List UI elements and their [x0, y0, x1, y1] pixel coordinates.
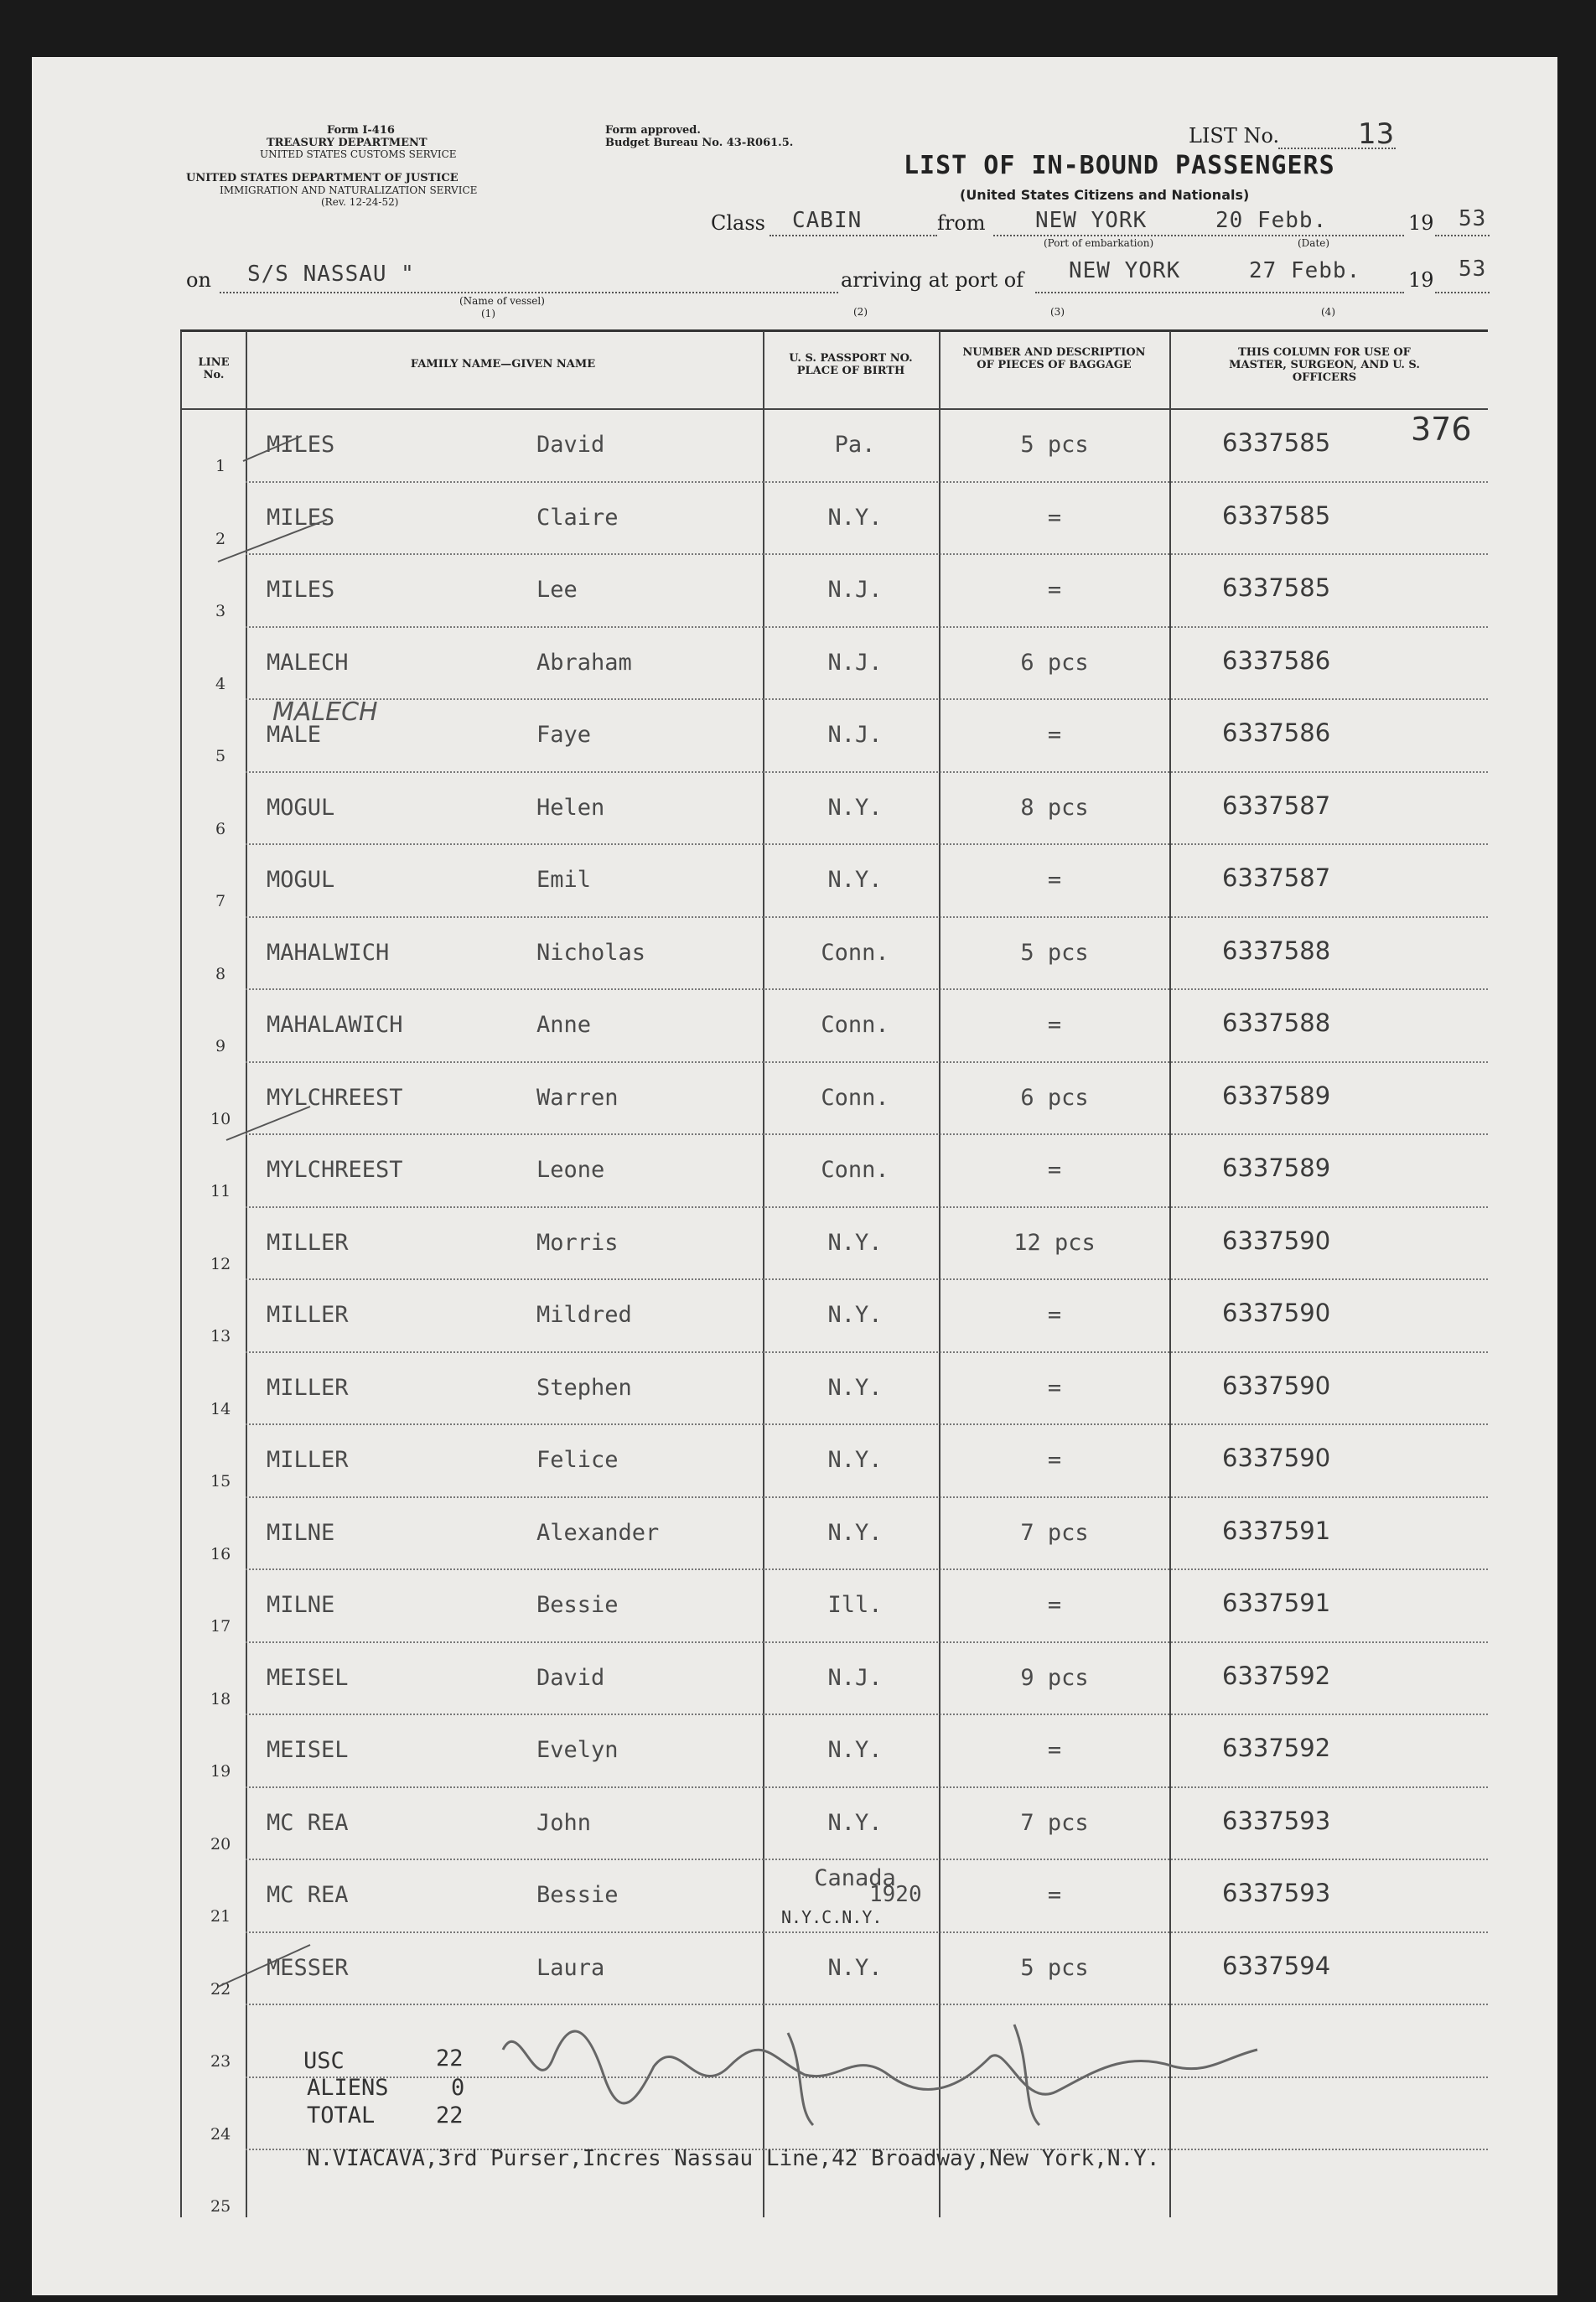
date-caption: (Date) [1298, 237, 1330, 249]
baggage: = [1047, 867, 1062, 893]
given-name: Emil [536, 867, 592, 893]
line-number: 17 [210, 1617, 231, 1636]
baggage: 6 pcs [1020, 649, 1089, 676]
given-name: Felice [536, 1447, 619, 1473]
given-name: Bessie [536, 1592, 619, 1618]
family-name: MESSER [267, 1954, 349, 1981]
embark-caption: (Port of embarkation) [1044, 237, 1154, 249]
place-of-birth: N.Y. [827, 1447, 883, 1473]
line-number: 10 [210, 1109, 231, 1128]
place-of-birth: N.Y. [827, 1809, 883, 1836]
officer-use-number: 6337589 [1222, 1081, 1331, 1110]
arrive-port: NEW YORK [1069, 258, 1181, 283]
page-title: LIST OF IN-BOUND PASSENGERS [904, 151, 1335, 180]
officer-signature [486, 1999, 1308, 2133]
line-number: 12 [210, 1254, 231, 1273]
given-name: Faye [536, 722, 592, 748]
baggage: = [1047, 1592, 1062, 1618]
place-of-birth: N.Y. [827, 1519, 883, 1546]
place-of-birth: N.Y. [827, 1954, 883, 1981]
officer-use-number: 6337588 [1222, 936, 1331, 965]
place-of-birth: N.Y. [827, 794, 883, 821]
given-name: Leone [536, 1157, 605, 1183]
list-no-value: 13 [1358, 117, 1395, 151]
birth-place-annotation: N.Y.C.N.Y. [781, 1907, 883, 1927]
given-name: Evelyn [536, 1737, 619, 1763]
form-revision: (Rev. 12-24-52) [321, 196, 399, 208]
family-name: MILES [267, 577, 335, 603]
handwritten-correction: MALECH [272, 697, 378, 727]
line-number: 1 [215, 457, 226, 475]
year-label-2: 19 [1408, 268, 1434, 292]
baggage: = [1047, 1882, 1062, 1908]
baggage: 9 pcs [1020, 1664, 1089, 1691]
place-of-birth: N.J. [827, 577, 883, 603]
arriving-label: arriving at port of [841, 268, 1024, 292]
given-name: Stephen [536, 1374, 632, 1401]
class-value: CABIN [792, 208, 863, 233]
birth-year-annotation: 1920 [869, 1882, 922, 1907]
dept-justice: UNITED STATES DEPARTMENT OF JUSTICE [186, 172, 459, 184]
baggage: 5 pcs [1020, 939, 1089, 966]
line-number: 16 [210, 1544, 231, 1563]
arrive-date: 27 Febb. [1249, 258, 1361, 283]
baggage: = [1047, 1737, 1062, 1763]
family-name: MILLER [267, 1229, 349, 1256]
totals-usc-label: USC [303, 2048, 345, 2074]
baggage: = [1047, 1447, 1062, 1473]
officer-use-number: 6337586 [1222, 645, 1331, 675]
from-date: 20 Febb. [1215, 208, 1328, 233]
officer-use-number: 6337587 [1222, 863, 1331, 892]
family-name: MILLER [267, 1447, 349, 1473]
family-name: MYLCHREEST [267, 1084, 403, 1111]
officer-use-number: 6337585 [1222, 573, 1331, 602]
totals-aliens-label: ALIENS [307, 2075, 389, 2101]
caption-4: (4) [1321, 306, 1335, 318]
purser-signature-line: N.VIACAVA,3rd Purser,Incres Nassau Line,42 Broadway,New York,N.Y. [307, 2146, 1160, 2171]
family-name: MOGUL [267, 867, 335, 893]
officer-use-number: 6337593 [1222, 1806, 1331, 1835]
place-of-birth: Canada [814, 1865, 896, 1891]
baggage: 12 pcs [1013, 1229, 1096, 1256]
baggage: 5 pcs [1020, 1954, 1089, 1981]
given-name: Mildred [536, 1302, 632, 1328]
line-number: 25 [210, 2197, 231, 2216]
line-number: 6 [215, 819, 226, 838]
baggage: = [1047, 577, 1062, 603]
line-number: 15 [210, 1472, 231, 1491]
place-of-birth: N.J. [827, 722, 883, 748]
given-name: Alexander [536, 1519, 660, 1546]
totals-usc-value: 22 [436, 2045, 464, 2071]
given-name: Bessie [536, 1882, 619, 1908]
officer-use-number: 6337592 [1222, 1661, 1331, 1690]
place-of-birth: N.Y. [827, 867, 883, 893]
officer-use-number: 6337587 [1222, 791, 1331, 820]
form-approved: Form approved. [605, 124, 701, 137]
family-name: MOGUL [267, 794, 335, 821]
officer-use-number: 6337585 [1222, 500, 1331, 530]
family-name: MC REA [267, 1809, 349, 1836]
totals-total-value: 22 [436, 2102, 464, 2128]
baggage: 8 pcs [1020, 794, 1089, 821]
place-of-birth: Conn. [821, 1157, 889, 1183]
line-number: 18 [210, 1689, 231, 1708]
baggage: 7 pcs [1020, 1519, 1089, 1546]
place-of-birth: Ill. [827, 1592, 883, 1618]
given-name: Claire [536, 504, 619, 531]
place-of-birth: N.Y. [827, 504, 883, 531]
year-label: 19 [1408, 211, 1434, 235]
dept-treasury: TREASURY DEPARTMENT [267, 137, 428, 149]
line-number: 20 [210, 1834, 231, 1854]
on-label: on [186, 268, 211, 292]
line-number: 14 [210, 1399, 231, 1418]
dept-customs: UNITED STATES CUSTOMS SERVICE [260, 148, 457, 160]
family-name: MILES [267, 504, 335, 531]
line-number: 2 [215, 529, 226, 548]
place-of-birth: N.J. [827, 1664, 883, 1691]
col-header-passport: U. S. PASSPORT NO. PLACE OF BIRTH [789, 352, 913, 377]
family-name: MILLER [267, 1374, 349, 1401]
officer-use-number: 6337589 [1222, 1154, 1331, 1182]
family-name: MC REA [267, 1882, 349, 1908]
given-name: Helen [536, 794, 605, 821]
family-name: MILNE [267, 1519, 335, 1546]
given-name: Lee [536, 577, 578, 603]
officer-use-number: 6337592 [1222, 1734, 1331, 1762]
line-number: 11 [210, 1182, 231, 1200]
caption-1: (1) [481, 308, 495, 319]
vessel-caption: (Name of vessel) [459, 295, 545, 307]
baggage: = [1047, 504, 1062, 531]
from-port: NEW YORK [1035, 208, 1148, 233]
officer-use-number: 6337590 [1222, 1444, 1331, 1472]
officer-use-number: 6337591 [1222, 1589, 1331, 1617]
family-name: MAHALAWICH [267, 1012, 403, 1038]
totals-total-label: TOTAL [307, 2102, 376, 2128]
family-name: MILES [267, 432, 335, 458]
given-name: David [536, 1664, 605, 1691]
line-number: 3 [215, 602, 226, 620]
place-of-birth: N.J. [827, 649, 883, 676]
given-name: Laura [536, 1954, 605, 1981]
baggage: = [1047, 722, 1062, 748]
totals-aliens-value: 0 [451, 2075, 465, 2101]
officer-use-number: 6337588 [1222, 1008, 1331, 1037]
place-of-birth: Pa. [834, 432, 876, 458]
given-name: David [536, 432, 605, 458]
baggage: = [1047, 1157, 1062, 1183]
class-label: Class [711, 211, 765, 235]
line-number: 5 [215, 747, 226, 765]
check-marks [201, 411, 503, 2004]
place-of-birth: N.Y. [827, 1229, 883, 1256]
baggage: = [1047, 1012, 1062, 1038]
line-number: 13 [210, 1327, 231, 1345]
dept-ins: IMMIGRATION AND NATURALIZATION SERVICE [220, 184, 478, 196]
baggage: 6 pcs [1020, 1084, 1089, 1111]
line-number: 4 [215, 674, 226, 693]
given-name: Morris [536, 1229, 619, 1256]
place-of-birth: Conn. [821, 1012, 889, 1038]
family-name: MALE [267, 722, 322, 748]
given-name: Abraham [536, 649, 632, 676]
form-number: Form I-416 [327, 124, 395, 137]
place-of-birth: N.Y. [827, 1302, 883, 1328]
col-header-line: LINE No. [198, 356, 230, 381]
place-of-birth: N.Y. [827, 1374, 883, 1401]
vessel-name: S/S NASSAU " [247, 262, 415, 287]
budget-bureau: Budget Bureau No. 43-R061.5. [605, 137, 794, 149]
place-of-birth: Conn. [821, 1084, 889, 1111]
col-header-officers: THIS COLUMN FOR USE OF MASTER, SURGEON, AND U. S. OFFICERS [1229, 346, 1420, 384]
given-name: Anne [536, 1012, 592, 1038]
baggage: = [1047, 1302, 1062, 1328]
line-number: 8 [215, 964, 226, 983]
family-name: MYLCHREEST [267, 1157, 403, 1183]
officer-use-number: 6337591 [1222, 1516, 1331, 1545]
place-of-birth: N.Y. [827, 1737, 883, 1763]
col-header-baggage: NUMBER AND DESCRIPTION OF PIECES OF BAGGAGE [962, 346, 1146, 371]
line-number: 19 [210, 1762, 231, 1781]
family-name: MALECH [267, 649, 349, 676]
baggage: = [1047, 1374, 1062, 1401]
line-number: 21 [210, 1907, 231, 1926]
caption-2: (2) [853, 306, 868, 318]
given-name: John [536, 1809, 592, 1836]
family-name: MILLER [267, 1302, 349, 1328]
given-name: Nicholas [536, 939, 646, 966]
baggage: 7 pcs [1020, 1809, 1089, 1836]
arrive-year: 53 [1459, 257, 1487, 282]
officer-use-number: 6337594 [1222, 1951, 1331, 1980]
family-name: MEISEL [267, 1737, 349, 1763]
line-number: 24 [210, 2124, 231, 2144]
sheet-stamp-number: 376 [1411, 411, 1472, 448]
line-number: 22 [210, 1979, 231, 1999]
officer-use-number: 6337585 [1222, 428, 1331, 457]
officer-use-number: 6337590 [1222, 1371, 1331, 1400]
given-name: Warren [536, 1084, 619, 1111]
col-header-name: FAMILY NAME—GIVEN NAME [410, 358, 596, 371]
family-name: MILNE [267, 1592, 335, 1618]
family-name: MEISEL [267, 1664, 349, 1691]
line-number: 23 [210, 2052, 231, 2071]
from-label: from [937, 211, 986, 235]
line-number: 9 [215, 1037, 226, 1055]
baggage: 5 pcs [1020, 432, 1089, 458]
from-year: 53 [1459, 206, 1487, 231]
officer-use-number: 6337593 [1222, 1879, 1331, 1907]
officer-use-number: 6337586 [1222, 718, 1331, 747]
officer-use-number: 6337590 [1222, 1226, 1331, 1255]
place-of-birth: Conn. [821, 939, 889, 966]
caption-3: (3) [1050, 306, 1065, 318]
page-subtitle: (United States Citizens and Nationals) [960, 187, 1250, 203]
list-no-label: LIST No. [1189, 124, 1280, 148]
officer-use-number: 6337590 [1222, 1299, 1331, 1327]
family-name: MAHALWICH [267, 939, 390, 966]
line-number: 7 [215, 892, 226, 910]
